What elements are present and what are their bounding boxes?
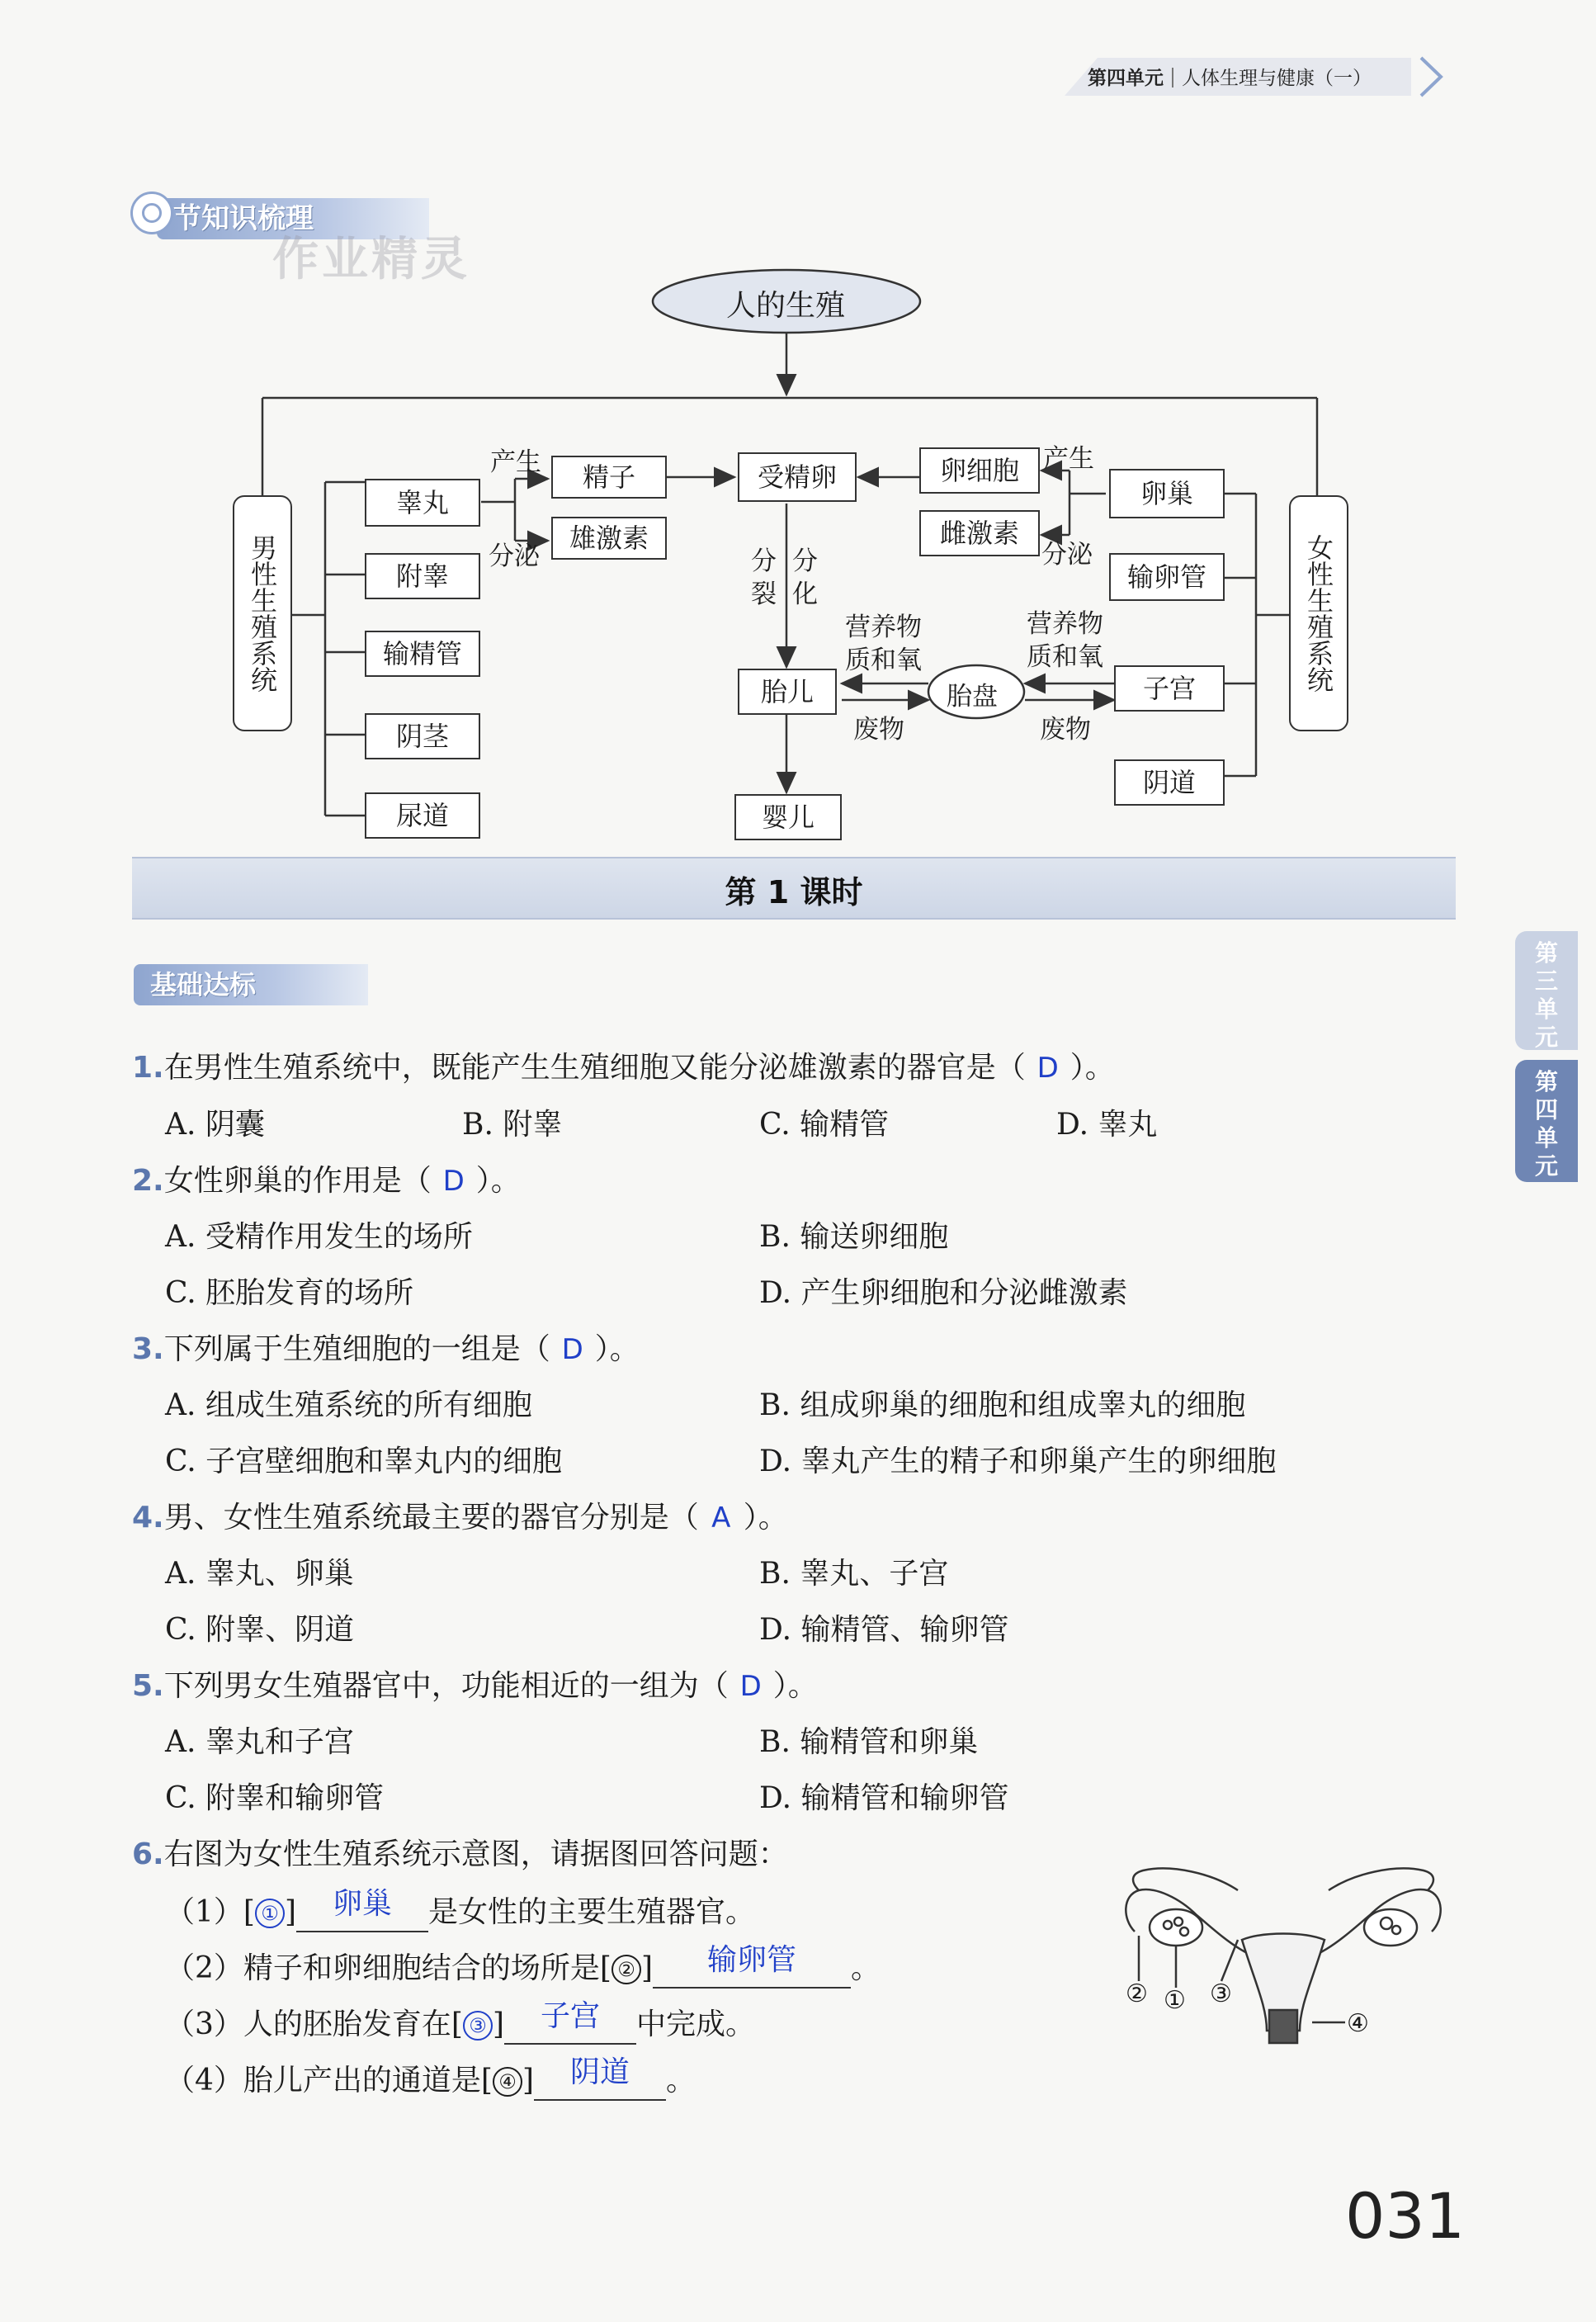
label-waste-left: 废物 bbox=[853, 715, 904, 745]
option: B. 输送卵细胞 bbox=[759, 1220, 949, 1254]
product-estrogen: 雌激素 bbox=[919, 510, 1040, 556]
answer: D bbox=[739, 1670, 762, 1703]
question-stem-end: ）。 bbox=[772, 1669, 818, 1703]
q6-item-1 bbox=[165, 1889, 755, 1932]
answer: D bbox=[561, 1333, 583, 1366]
question-number: 3. bbox=[132, 1332, 164, 1366]
product-androgen: 雄激素 bbox=[551, 517, 667, 560]
header-title: 人体生理与健康（一） bbox=[1182, 68, 1372, 89]
placenta-label: 胎盘 bbox=[947, 682, 998, 712]
q6-text: ] bbox=[640, 1951, 653, 1985]
option: D. 输精管和输卵管 bbox=[759, 1781, 1009, 1815]
question-stem-end: ）。 bbox=[594, 1332, 640, 1366]
label-differentiate: 分化 bbox=[792, 546, 818, 609]
q6-text: （2）精子和卵细胞结合的场所是[ bbox=[165, 1951, 611, 1985]
figure-label-1: ① bbox=[1164, 1986, 1186, 2015]
male-system-box: 男性生殖系统 bbox=[233, 495, 292, 731]
figure-drawing bbox=[1106, 1841, 1461, 2047]
q6-mark: ④ bbox=[493, 2067, 522, 2097]
fetus-box: 胎儿 bbox=[738, 669, 837, 715]
q6-text: 中完成。 bbox=[636, 2008, 756, 2041]
answer: 卵巢 bbox=[332, 1887, 392, 1921]
q6-text: 。 bbox=[851, 1951, 881, 1985]
section-title: 节知识梳理 bbox=[157, 198, 429, 239]
answer: D bbox=[1036, 1052, 1059, 1085]
q6-text: （4）胎儿产出的通道是[ bbox=[165, 2064, 493, 2097]
answer-blank[interactable] bbox=[504, 2001, 636, 2045]
option: A. 睾丸和子宫 bbox=[165, 1725, 354, 1759]
question-2 bbox=[132, 1157, 521, 1199]
option: D. 睾丸产生的精子和卵巢产生的卵细胞 bbox=[759, 1445, 1277, 1478]
q6-text: ] bbox=[284, 1895, 296, 1929]
label-waste-right: 废物 bbox=[1040, 715, 1091, 745]
q6-text: ] bbox=[492, 2008, 504, 2041]
label-nutrients-left-2: 质和氧 bbox=[845, 646, 922, 675]
option: C. 附睾和输卵管 bbox=[165, 1781, 385, 1815]
question-number: 6. bbox=[132, 1837, 164, 1871]
option: D. 产生卵细胞和分泌雌激素 bbox=[759, 1276, 1128, 1310]
option: C. 输精管 bbox=[759, 1108, 890, 1142]
organ-vagina: 阴道 bbox=[1114, 759, 1225, 806]
female-reproductive-figure bbox=[1106, 1841, 1461, 2047]
q6-mark: ③ bbox=[463, 2011, 493, 2041]
question-stem: 女性卵巢的作用是（ bbox=[163, 1164, 432, 1198]
question-stem-end: ）。 bbox=[743, 1501, 788, 1535]
tab-unit-3[interactable] bbox=[1515, 931, 1578, 1050]
product-egg: 卵细胞 bbox=[919, 447, 1040, 494]
question-number: 5. bbox=[132, 1669, 164, 1703]
tab-unit-4-label: 第四单元 bbox=[1534, 1068, 1558, 1180]
page-number: 031 bbox=[1345, 2179, 1466, 2253]
option: B. 睾丸、子宫 bbox=[759, 1557, 949, 1591]
organ-ovary: 卵巢 bbox=[1109, 469, 1225, 518]
q6-item-4 bbox=[165, 2057, 696, 2101]
label-produce-male: 产生 bbox=[490, 447, 541, 477]
label-nutrients-right-1: 营养物 bbox=[1027, 609, 1103, 639]
q6-text: （3）人的胚胎发育在[ bbox=[165, 2008, 463, 2041]
organ-vas-deferens: 输精管 bbox=[365, 631, 480, 677]
answer: A bbox=[711, 1501, 731, 1535]
option: A. 受精作用发生的场所 bbox=[165, 1220, 473, 1254]
answer: 阴道 bbox=[569, 2055, 630, 2089]
q6-text: 。 bbox=[666, 2064, 696, 2097]
figure-label-4: ④ bbox=[1347, 2009, 1369, 2038]
option: A. 睾丸、卵巢 bbox=[165, 1557, 354, 1591]
organ-oviduct: 输卵管 bbox=[1109, 553, 1225, 601]
organ-testis: 睾丸 bbox=[365, 479, 480, 527]
option: A. 阴囊 bbox=[165, 1108, 265, 1142]
question-3 bbox=[132, 1326, 640, 1368]
organ-uterus: 子宫 bbox=[1114, 665, 1225, 712]
question-number: 1. bbox=[132, 1051, 164, 1085]
option: B. 附睾 bbox=[462, 1108, 563, 1142]
question-5 bbox=[132, 1662, 818, 1705]
answer: D bbox=[442, 1165, 465, 1198]
label-nutrients-right-2: 质和氧 bbox=[1027, 642, 1103, 672]
option: A. 组成生殖系统的所有细胞 bbox=[165, 1388, 532, 1422]
female-system-box: 女性生殖系统 bbox=[1289, 495, 1348, 731]
question-4 bbox=[132, 1494, 788, 1536]
label-nutrients-left-1: 营养物 bbox=[845, 612, 922, 642]
lesson-bar bbox=[132, 857, 1456, 920]
option: B. 组成卵巢的细胞和组成睾丸的细胞 bbox=[759, 1388, 1246, 1422]
question-stem: 男、女性生殖系统最主要的器官分别是（ bbox=[163, 1501, 699, 1535]
zygote-box: 受精卵 bbox=[738, 452, 857, 502]
tab-unit-3-label: 第三单元 bbox=[1534, 939, 1558, 1051]
option: B. 输精管和卵巢 bbox=[759, 1725, 979, 1759]
question-number: 4. bbox=[132, 1501, 164, 1535]
question-stem: 下列男女生殖器官中，功能相近的一组为（ bbox=[163, 1669, 729, 1703]
question-number: 2. bbox=[132, 1164, 164, 1198]
tab-unit-4[interactable] bbox=[1515, 1060, 1578, 1182]
q6-item-2 bbox=[165, 1945, 881, 1989]
watermark: 作业精灵 bbox=[272, 233, 470, 286]
question-stem-end: ）。 bbox=[1070, 1051, 1115, 1085]
answer: 输卵管 bbox=[706, 1943, 796, 1977]
q6-text: 是女性的主要生殖器官。 bbox=[428, 1895, 756, 1929]
question-stem: 在男性生殖系统中，既能产生生殖细胞又能分泌雄激素的器官是（ bbox=[163, 1051, 1026, 1085]
q6-item-3 bbox=[165, 2001, 755, 2045]
q6-text: （1）[ bbox=[165, 1895, 255, 1929]
product-sperm: 精子 bbox=[551, 456, 667, 499]
header-unit: 第四单元 bbox=[1088, 68, 1164, 89]
label-divide: 分裂 bbox=[751, 546, 777, 609]
option: D. 睾丸 bbox=[1056, 1108, 1158, 1142]
q6-mark: ① bbox=[255, 1899, 285, 1928]
option: C. 附睾、阴道 bbox=[165, 1613, 355, 1647]
q6-mark: ② bbox=[611, 1955, 641, 1984]
label-secrete-male: 分泌 bbox=[489, 541, 540, 571]
label-secrete-female: 分泌 bbox=[1041, 540, 1093, 570]
question-stem: 下列属于生殖细胞的一组是（ bbox=[163, 1332, 550, 1366]
organ-epididymis: 附睾 bbox=[365, 553, 480, 599]
subsection-title: 基础达标 bbox=[134, 964, 368, 1005]
option: D. 输精管、输卵管 bbox=[759, 1613, 1009, 1647]
lesson-title: 第 1 课时 bbox=[725, 874, 863, 910]
option: C. 胚胎发育的场所 bbox=[165, 1276, 414, 1310]
figure-label-3: ③ bbox=[1210, 1979, 1232, 2008]
organ-urethra: 尿道 bbox=[365, 792, 480, 839]
q6-text: ] bbox=[522, 2064, 534, 2097]
question-stem: 右图为女性生殖系统示意图，请据图回答问题： bbox=[163, 1837, 788, 1871]
label-produce-female: 产生 bbox=[1043, 444, 1094, 474]
question-1 bbox=[132, 1044, 1115, 1086]
question-6 bbox=[132, 1831, 788, 1873]
option: C. 子宫壁细胞和睾丸内的细胞 bbox=[165, 1445, 563, 1478]
answer-blank[interactable] bbox=[534, 2057, 666, 2101]
answer: 子宫 bbox=[540, 1999, 600, 2033]
diagram-root: 人的生殖 bbox=[726, 289, 846, 323]
question-stem-end: ）。 bbox=[475, 1164, 521, 1198]
organ-penis: 阴茎 bbox=[365, 713, 480, 759]
answer-blank[interactable] bbox=[296, 1889, 428, 1932]
figure-label-2: ② bbox=[1126, 1979, 1148, 2008]
baby-box: 婴儿 bbox=[734, 794, 842, 840]
answer-blank[interactable] bbox=[653, 1945, 851, 1989]
